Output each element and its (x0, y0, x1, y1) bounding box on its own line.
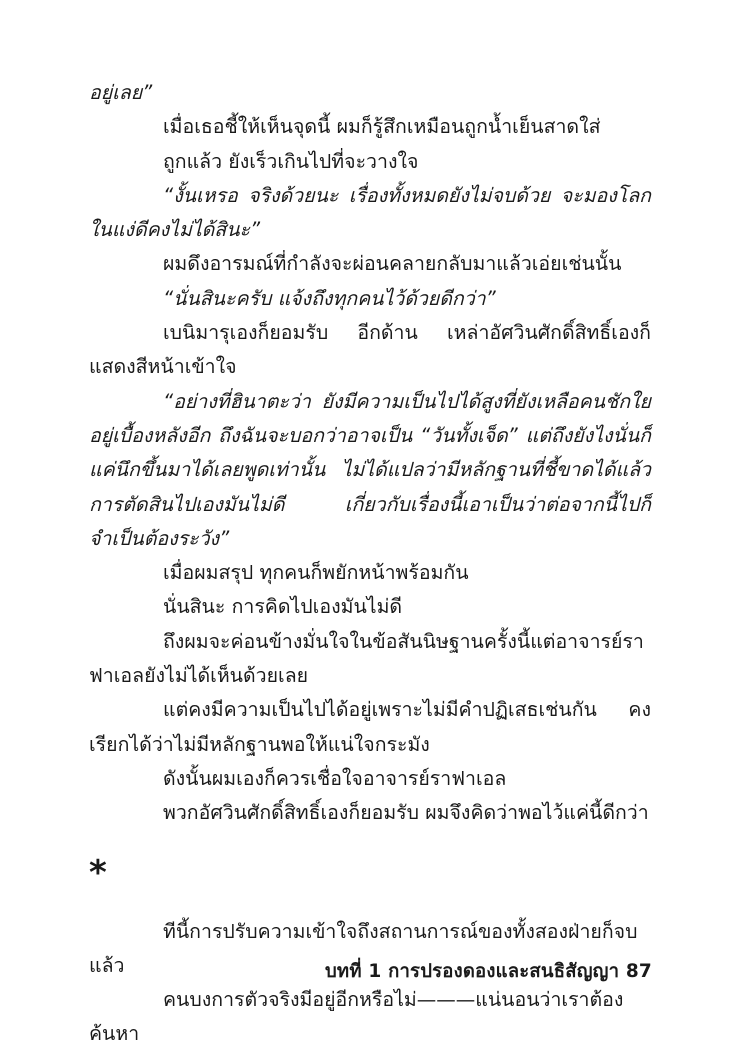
paragraph: แต่คงมีความเป็นไปได้อยู่เพราะไม่มีคำปฏิเสธเช่นกัน คงเรียกได้ว่าไม่มีหลักฐานพอให้แน่ใจกระมัง (89, 698, 651, 756)
paragraph: “งั้นเหรอ จริงด้วยนะ เรื่องทั้งหมดยังไม่จบด้วย จะมองโลกในแง่ดีคงไม่ได้สินะ” (89, 183, 651, 242)
scene-separator: * (89, 852, 107, 893)
paragraph: “นั่นสินะครับ แจ้งถึงทุกคนไว้ด้วยดีกว่า” (163, 286, 496, 310)
paragraph: นั่นสินะ การคิดไปเองมันไม่ดี (163, 595, 403, 619)
paragraph: อยู่เลย” (89, 81, 153, 104)
paragraph: คนบงการตัวจริงมีอยู่อีกหรือไม่———แน่นอนว่าเราต้องค้นหา (89, 988, 624, 1046)
paragraph: “อย่างที่ฮินาตะว่า ยังมีความเป็นไปได้สูงที่ยังเหลือคนชักใยอยู่เบื้องหลังอีก ถึงฉันจะบอกว่าอาจเป็น “วันทั้งเจ็ด” แต่ถึงยังไงนั่นก็แค่นึกขึ้นมาได้เลยพูดเท่านั้น ไม่ได้แปลว่ามีหลักฐานที่ชี้ขาดได้แล้ว การตัดสินไปเองมันไม่ดี เกี่ยวกับเรื่องนี้เอาเป็นว่าต่อจากนี้ไปก็จำเป็นต้องระวัง” (89, 389, 651, 550)
paragraph: เมื่อผมสรุป ทุกคนก็พยักหน้าพร้อมกัน (163, 561, 469, 585)
page-footer: บทที่ 1 การปรองดองและสนธิสัญญา 87 (324, 961, 652, 982)
paragraph: เมื่อเธอชี้ให้เห็นจุดนี้ ผมก็รู้สึกเหมือนถูกน้ำเย็นสาดใส่ (163, 115, 601, 139)
paragraph: เบนิมารุเองก็ยอมรับ อีกด้าน เหล่าอัศวินศักดิ์สิทธิ์เองก็แสดงสีหน้าเข้าใจ (89, 321, 651, 379)
paragraph: ทีนี้การปรับความเข้าใจถึงสถานการณ์ของทั้งสองฝ่ายก็จบแล้ว (89, 919, 638, 977)
paragraph: ผมดึงอารมณ์ที่กำลังจะผ่อนคลายกลับมาแล้วเอ่ยเช่นนั้น (163, 252, 622, 276)
paragraph: พวกอัศวินศักดิ์สิทธิ์เองก็ยอมรับ ผมจึงคิดว่าพอไว้แค่นี้ดีกว่า (163, 801, 649, 825)
body-text (89, 76, 651, 1052)
paragraph: ถูกแล้ว ยังเร็วเกินไปที่จะวางใจ (163, 149, 419, 173)
paragraph: ดังนั้นผมเองก็ควรเชื่อใจอาจารย์ราฟาเอล (163, 766, 507, 790)
paragraph: ถึงผมจะค่อนข้างมั่นใจในข้อสันนิษฐานครั้งนี้แต่อาจารย์ราฟาเอลยังไม่ได้เห็นด้วยเลย (89, 629, 644, 688)
